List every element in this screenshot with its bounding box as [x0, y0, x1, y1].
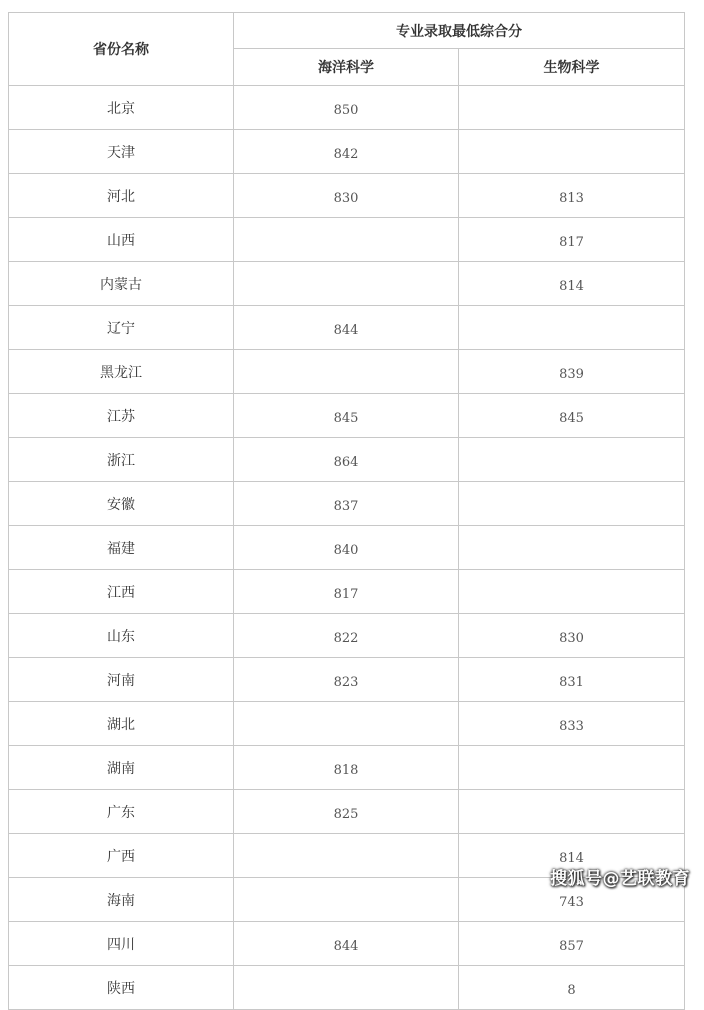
- biology-score-cell: 813: [459, 174, 685, 218]
- province-header: 省份名称: [9, 13, 234, 86]
- table-row: [9, 174, 685, 218]
- table-row: [9, 966, 685, 1010]
- marine-score-cell: [234, 966, 459, 1010]
- province-cell: 辽宁: [9, 306, 234, 350]
- province-cell: 海南: [9, 878, 234, 922]
- table-row: [9, 218, 685, 262]
- table-row: [9, 658, 685, 702]
- biology-score-cell: 814: [459, 834, 685, 878]
- watermark: 搜狐号@艺联教育: [550, 869, 690, 889]
- biology-score-cell: 814: [459, 262, 685, 306]
- province-cell: 河北: [9, 174, 234, 218]
- marine-score-cell: [234, 834, 459, 878]
- marine-score-cell: 845: [234, 394, 459, 438]
- table-row: [9, 438, 685, 482]
- province-cell: 天津: [9, 130, 234, 174]
- marine-score-cell: [234, 878, 459, 922]
- biology-score-cell: 830: [459, 614, 685, 658]
- province-cell: 山西: [9, 218, 234, 262]
- biology-score-cell: 817: [459, 218, 685, 262]
- province-cell: 河南: [9, 658, 234, 702]
- table-row: [9, 702, 685, 746]
- marine-score-cell: 842: [234, 130, 459, 174]
- biology-score-cell: [459, 306, 685, 350]
- province-cell: 浙江: [9, 438, 234, 482]
- biology-score-cell: 857: [459, 922, 685, 966]
- marine-score-cell: 825: [234, 790, 459, 834]
- table-row: [9, 394, 685, 438]
- table-row: [9, 130, 685, 174]
- province-cell: 福建: [9, 526, 234, 570]
- biology-score-cell: 8: [459, 966, 685, 1010]
- marine-score-cell: 837: [234, 482, 459, 526]
- table-row: [9, 262, 685, 306]
- province-cell: 陕西: [9, 966, 234, 1010]
- biology-score-cell: [459, 482, 685, 526]
- biology-score-cell: [459, 526, 685, 570]
- province-cell: 山东: [9, 614, 234, 658]
- biology-score-cell: 833: [459, 702, 685, 746]
- province-cell: 湖北: [9, 702, 234, 746]
- marine-science-header: 海洋科学: [234, 49, 459, 86]
- biology-score-cell: 743: [459, 878, 685, 922]
- table-row: [9, 746, 685, 790]
- province-cell: 湖南: [9, 746, 234, 790]
- province-cell: 内蒙古: [9, 262, 234, 306]
- marine-score-cell: [234, 262, 459, 306]
- marine-score-cell: 823: [234, 658, 459, 702]
- table-row: [9, 570, 685, 614]
- province-cell: 广东: [9, 790, 234, 834]
- marine-score-cell: 822: [234, 614, 459, 658]
- province-cell: 黑龙江: [9, 350, 234, 394]
- marine-score-cell: 844: [234, 922, 459, 966]
- marine-score-cell: 830: [234, 174, 459, 218]
- marine-score-cell: 844: [234, 306, 459, 350]
- marine-score-cell: [234, 218, 459, 262]
- table-row: [9, 482, 685, 526]
- marine-score-cell: 817: [234, 570, 459, 614]
- province-cell: 四川: [9, 922, 234, 966]
- table-row: [9, 86, 685, 130]
- table-row: [9, 306, 685, 350]
- table-row: [9, 350, 685, 394]
- province-cell: 江西: [9, 570, 234, 614]
- marine-score-cell: [234, 702, 459, 746]
- marine-score-cell: 850: [234, 86, 459, 130]
- marine-score-cell: 864: [234, 438, 459, 482]
- biology-header: 生物科学: [459, 49, 685, 86]
- table-row: [9, 614, 685, 658]
- biology-score-cell: [459, 746, 685, 790]
- table-row: [9, 922, 685, 966]
- biology-score-cell: [459, 790, 685, 834]
- marine-score-cell: [234, 350, 459, 394]
- table-row: [9, 526, 685, 570]
- biology-score-cell: [459, 130, 685, 174]
- province-cell: 北京: [9, 86, 234, 130]
- min-score-group-header: 专业录取最低综合分: [234, 13, 685, 49]
- biology-score-cell: 839: [459, 350, 685, 394]
- biology-score-cell: [459, 570, 685, 614]
- marine-score-cell: 818: [234, 746, 459, 790]
- biology-score-cell: 845: [459, 394, 685, 438]
- biology-score-cell: [459, 438, 685, 482]
- marine-score-cell: 840: [234, 526, 459, 570]
- province-cell: 广西: [9, 834, 234, 878]
- score-table: [8, 12, 685, 1010]
- biology-score-cell: 831: [459, 658, 685, 702]
- province-cell: 安徽: [9, 482, 234, 526]
- table-row: [9, 790, 685, 834]
- biology-score-cell: [459, 86, 685, 130]
- province-cell: 江苏: [9, 394, 234, 438]
